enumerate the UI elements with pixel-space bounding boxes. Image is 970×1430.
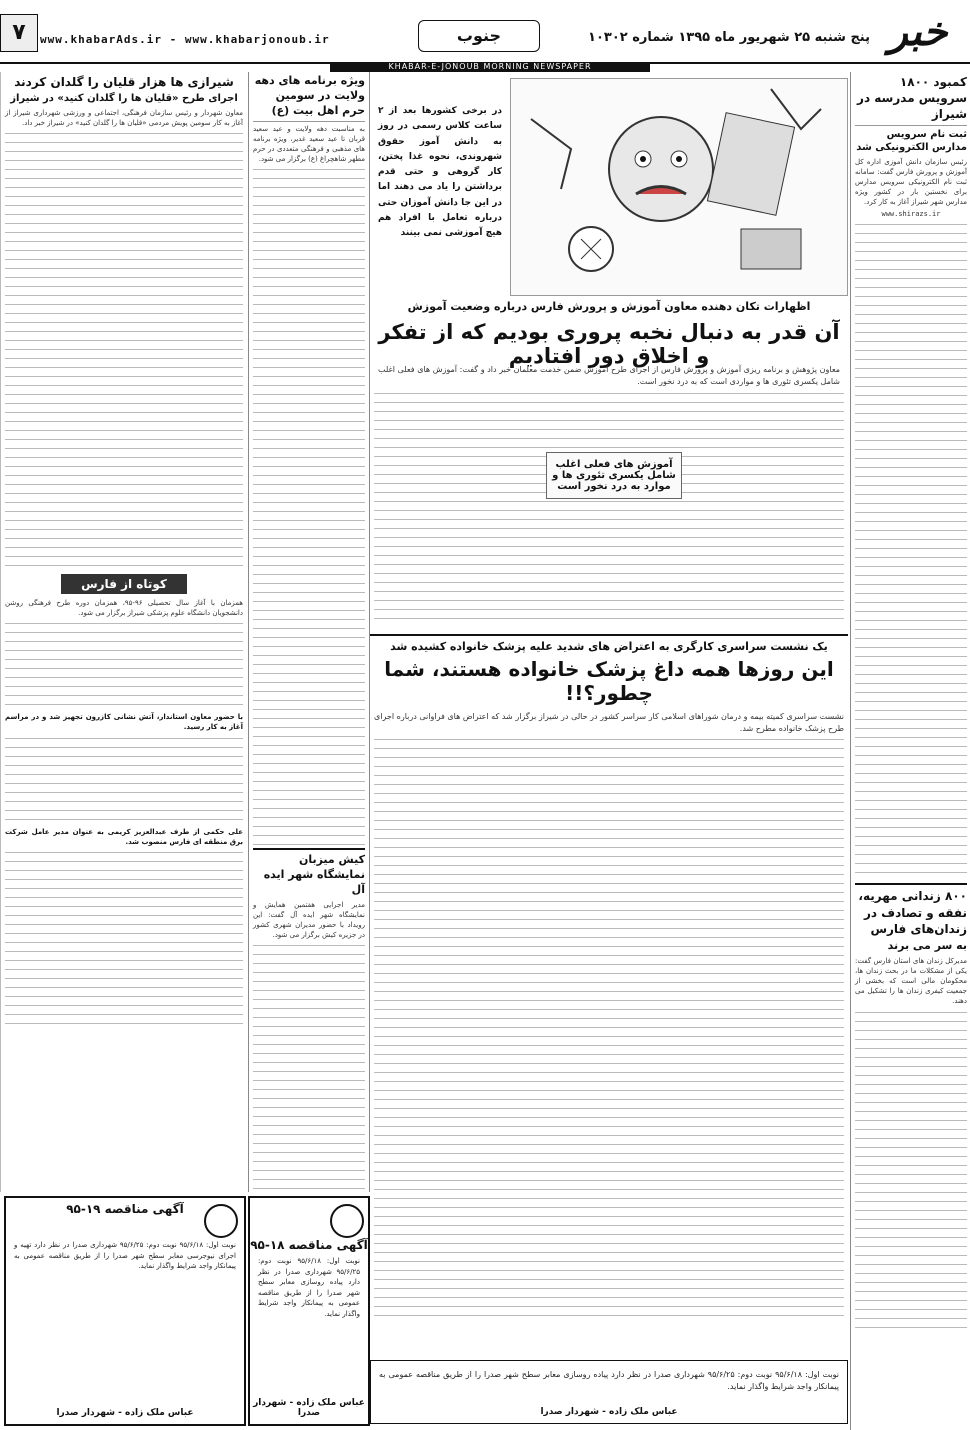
website-link[interactable]: www.khabarAds.ir - www.khabarjonoub.ir bbox=[40, 33, 330, 46]
brief-item-1: همزمان با آغاز سال تحصیلی ۹۶-۹۵، همزمان دوره طرح فرهنگی روشن دانشجویان دانشگاه علوم پزشکی شیراز برگزار می شود. bbox=[5, 598, 243, 618]
middle-body-1: به مناسبت دهه ولایت و عید سعید قربان تا عید سعید غدیر، ویژه برنامه های مذهبی و فرهنگی متعددی در حرم مطهر شاهچراغ (ع) برگزار می شود. bbox=[253, 124, 365, 163]
brief-section-title: کوتاه از فارس bbox=[61, 574, 187, 594]
right-body-1: رئیس سازمان دانش آموزی اداره کل آموزش و پرورش فارس گفت: سامانه ثبت نام الکترونیکی سرویس مدارس برای نخستین بار در کشور ویژه مدارس شهر شیراز آغاز به کار کرد. bbox=[855, 157, 967, 207]
masthead bbox=[0, 0, 970, 64]
left-body: معاون شهردار و رئیس سازمان فرهنگی، اجتماعی و ورزشی شهرداری شیراز از آغاز به کار سومین پویش مردمی «قلیان ها را گلدان کنید» در شیراز خبر داد. bbox=[5, 108, 243, 127]
ad-18-wide-signature: عباس ملک زاده - شهردار صدرا bbox=[540, 1407, 678, 1417]
tender-ad-19 bbox=[4, 1196, 246, 1426]
middle-column bbox=[248, 72, 370, 1192]
cartoon-caption: در برخی کشورها بعد از ۲ ساعت کلاس رسمی در روز به دانش آموز حقوق شهروندی، نحوه غذا پختن، کار گروهی و حتی قدم برداشتن را یاد می دهند اما در این جا دانش آموزان حتی درباره تعامل با افراد هم هیچ آموزشی نمی بینند bbox=[378, 106, 502, 239]
english-banner: KHABAR-E-JONOUB MORNING NEWSPAPER bbox=[330, 62, 650, 72]
left-column bbox=[0, 72, 247, 1192]
school-service-website[interactable]: www.shirazs.ir bbox=[881, 210, 941, 219]
lead-pull-quote: آموزش های فعلی اغلب شامل یکسری تئوری ها و موارد به درد نخور است bbox=[546, 452, 682, 499]
right-column bbox=[850, 72, 970, 1430]
left-kicker: اجرای طرح «قلیان ها را گلدان کنید» در شیراز bbox=[10, 93, 238, 105]
second-kicker: یک نشست سراسری کارگری به اعتراض های شدید علیه پزشک خانواده کشیده شد bbox=[390, 640, 828, 653]
left-filler-4 bbox=[5, 849, 243, 1029]
brief-item-3: علی حکمی از طرف عبدالعزیز کریمی به عنوان مدیر عامل شرکت برق منطقه ای فارس منصوب شد. bbox=[5, 827, 243, 846]
page-number: ۷ bbox=[0, 14, 38, 52]
brief-item-2: با حضور معاون استاندار، آتش نشانی کازرون تجهیز شد و در مراسم آغاز به کار رسید. bbox=[5, 713, 243, 732]
right-text-filler-2 bbox=[855, 1009, 967, 1329]
lead-body-filler bbox=[374, 390, 844, 622]
ad-18-body: نوبت اول: ۹۵/۶/۱۸ نوبت دوم: ۹۵/۶/۲۵ شهرداری صدرا در نظر دارد پیاده روسازی معابر سطح شهر صدرا را از طریق مناقصه عمومی به پیمانکار واجد شرایط واگذار نماید. bbox=[258, 1257, 360, 1318]
right-subhead-2: به سر می برند bbox=[887, 938, 967, 952]
municipality-seal-icon bbox=[330, 1204, 364, 1238]
second-story bbox=[370, 634, 848, 1360]
lead-kicker: اظهارات تکان دهنده معاون آموزش و پرورش فارس درباره وضعیت آموزش bbox=[407, 300, 811, 313]
second-body-filler bbox=[374, 736, 844, 1316]
ad-18-signature: عباس ملک زاده - شهردار صدرا bbox=[253, 1398, 365, 1418]
middle-head-1: ویژه برنامه های دهه ولایت در سومین حرم اهل بیت (ع) bbox=[253, 74, 365, 122]
second-headline: این روزها همه داغ پزشک خانواده هستند، شما چطور؟!! bbox=[384, 657, 834, 705]
left-filler-2 bbox=[5, 620, 243, 710]
left-filler-3 bbox=[5, 735, 243, 825]
middle-body-2: مدیر اجرایی هفتمین همایش و نمایشگاه شهر ایده آل گفت: این رویداد با حضور مدیران شهری کشور در جزیره کیش برگزار می شود. bbox=[253, 900, 365, 940]
cartoon-illustration bbox=[510, 78, 848, 296]
lead-headline: آن قدر به دنبال نخبه پروری بودیم که از تفکر و اخلاق دور افتادیم bbox=[378, 320, 840, 368]
lead-story bbox=[370, 72, 848, 632]
right-subhead-1: ثبت نام سرویس مدارس الکترونیکی شد bbox=[855, 125, 967, 155]
second-body: نشست سراسری کمیته بیمه و درمان شوراهای اسلامی کار سراسر کشور در حالی در شیراز برگزار شد که اعتراض های فراوانی درباره اجرای طرح پزشک خانواده مطرح شد. bbox=[374, 712, 844, 733]
ad-19-body: نوبت اول: ۹۵/۶/۱۸ نوبت دوم: ۹۵/۶/۲۵ شهرداری صدرا در نظر دارد تهیه و اجرای نیوجرسی معابر سطح شهر صدرا را از طریق مناقصه عمومی به پیمانکار واجد شرایط واگذار نماید. bbox=[14, 1241, 236, 1270]
tender-ad-18-wide bbox=[370, 1360, 848, 1424]
dateline: پنج شنبه ۲۵ شهریور ماه ۱۳۹۵ شماره ۱۰۳۰۲ bbox=[588, 30, 870, 45]
right-text-filler-1 bbox=[855, 221, 967, 881]
middle-head-2: کیش میزبان نمایشگاه شهر ایده آل bbox=[253, 848, 365, 898]
section-label: جنوب bbox=[418, 20, 540, 52]
middle-filler-2 bbox=[253, 942, 365, 1192]
newspaper-logo: خبر bbox=[888, 8, 948, 55]
cartoon-drawing bbox=[511, 79, 847, 295]
lead-body: معاون پژوهش و برنامه ریزی آموزش و پرورش فارس از اجرای طرح آموزش ضمن خدمت معلمان خبر داد و گفت: آموزش های فعلی اغلب شامل یکسری تئوری ها و مواردی است که به درد نخور است. bbox=[378, 365, 840, 386]
right-headline-1: کمبود ۱۸۰۰ سرویس مدرسه در شیراز bbox=[857, 75, 967, 122]
ad-18-title: آگهی مناقصه ۱۸-۹۵ bbox=[250, 1238, 368, 1252]
ad-18-wide-body: نوبت اول: ۹۵/۶/۱۸ نوبت دوم: ۹۵/۶/۲۵ شهرداری صدرا در نظر دارد پیاده روسازی معابر سطح شهر صدرا را از طریق مناقصه عمومی به پیمانکار واجد شرایط واگذار نماید. bbox=[379, 1370, 839, 1391]
right-body-2: مدیرکل زندان های استان فارس گفت: یکی از مشکلات ما در بحث زندان ها، محکومان مالی است که بخشی از جمعیت کیفری زندان ها را تشکیل می دهند. bbox=[855, 956, 967, 1006]
left-filler-1 bbox=[5, 130, 243, 570]
tender-ad-18 bbox=[248, 1196, 370, 1426]
ad-19-signature: عباس ملک زاده - شهردار صدرا bbox=[56, 1408, 194, 1418]
ad-19-title: آگهی مناقصه ۱۹-۹۵ bbox=[66, 1202, 184, 1216]
right-headline-2: ۸۰۰ زندانی مهریه، نفقه و تصادف در زندان‌های فارس bbox=[855, 883, 967, 937]
left-headline: شیرازی ها هزار قلیان را گلدان کردند bbox=[14, 75, 234, 89]
municipality-seal-icon bbox=[204, 1204, 238, 1238]
middle-filler-1 bbox=[253, 166, 365, 846]
